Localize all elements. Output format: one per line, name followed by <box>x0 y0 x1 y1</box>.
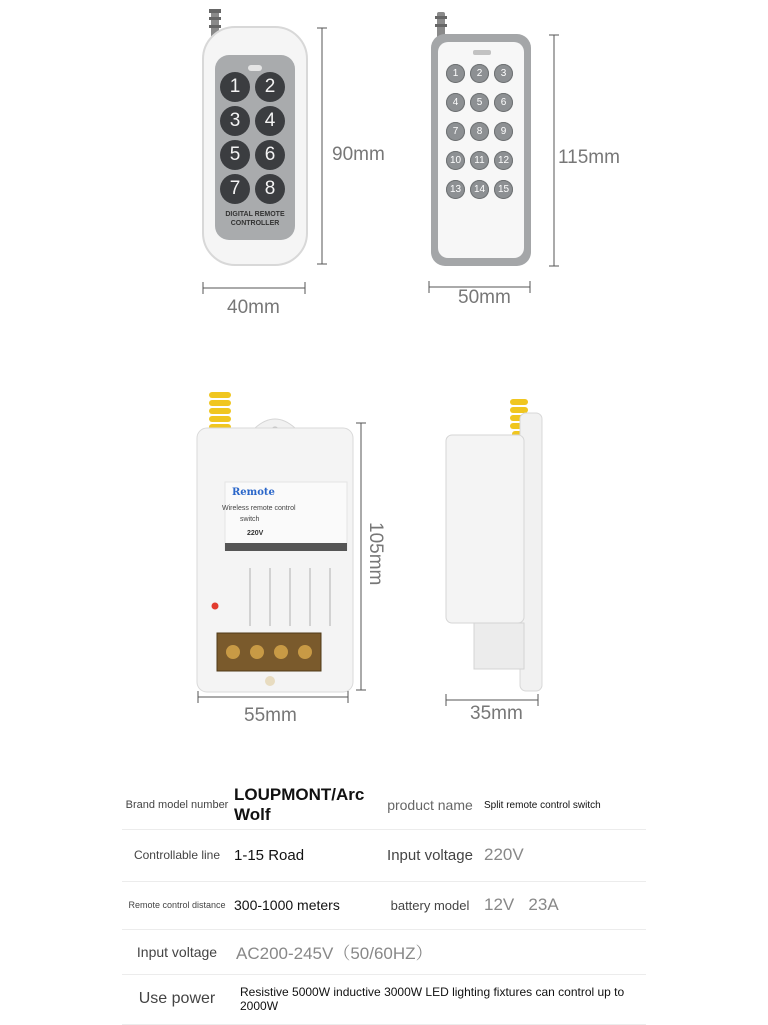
remote-15-key-8[interactable]: 8 <box>470 122 489 141</box>
spec-value-2: 12V 23A <box>476 881 646 929</box>
remote-8-height-label: 90mm <box>332 144 385 165</box>
receiver-voltage: 220V <box>247 530 264 537</box>
remote-15-height-label: 115mm <box>558 147 620 168</box>
remote-8-dimension-lines <box>195 20 335 300</box>
remote-15-key-3[interactable]: 3 <box>494 64 513 83</box>
spec-value: 300-1000 meters <box>232 881 384 929</box>
remote-8-key-1[interactable]: 1 <box>220 72 250 102</box>
remote-8-key-8[interactable]: 8 <box>255 174 285 204</box>
spec-label: Controllable line <box>122 829 232 881</box>
receiver-depth-label: 35mm <box>470 703 523 724</box>
remote-8-key-3[interactable]: 3 <box>220 106 250 136</box>
spec-row <box>122 881 646 929</box>
remote-15-key-11[interactable]: 11 <box>470 151 489 170</box>
remote-15-key-12[interactable]: 12 <box>494 151 513 170</box>
spec-label-2: product name <box>384 782 476 829</box>
remote-15-key-10[interactable]: 10 <box>446 151 465 170</box>
remote-15-dimension-lines <box>425 30 565 300</box>
receiver-line2: switch <box>240 516 260 523</box>
remote-15-width-label: 50mm <box>458 287 511 308</box>
remote-15-key-13[interactable]: 13 <box>446 180 465 199</box>
spec-value: 1-15 Road <box>232 829 384 881</box>
receiver-width-label: 55mm <box>244 705 297 726</box>
remote-15-key-9[interactable]: 9 <box>494 122 513 141</box>
remote-15-key-5[interactable]: 5 <box>470 93 489 112</box>
spec-label: Input voltage <box>122 929 232 974</box>
spec-row <box>122 929 646 974</box>
remote-15-key-4[interactable]: 4 <box>446 93 465 112</box>
remote-15-key-1[interactable]: 1 <box>446 64 465 83</box>
receiver-brand: Remote <box>232 487 275 498</box>
spec-label-2: Input voltage <box>384 829 476 881</box>
receiver-height-label: 105mm <box>365 522 386 586</box>
remote-8-label-line2: CONTROLLER <box>230 220 280 227</box>
remote-8-key-4[interactable]: 4 <box>255 106 285 136</box>
remote-8-width-label: 40mm <box>227 297 280 318</box>
spec-row <box>122 974 646 1024</box>
remote-15-key-6[interactable]: 6 <box>494 93 513 112</box>
remote-15-key-15[interactable]: 15 <box>494 180 513 199</box>
spec-value-2: Split remote control switch <box>476 782 646 829</box>
spec-label: Use power <box>122 974 232 1024</box>
remote-15-key-7[interactable]: 7 <box>446 122 465 141</box>
spec-row <box>122 829 646 881</box>
spec-label: Remote control distance <box>122 881 232 929</box>
remote-8-key-6[interactable]: 6 <box>255 140 285 170</box>
receiver-side <box>440 395 550 695</box>
spec-value-2: 220V <box>476 829 646 881</box>
receiver-front-dimension-lines <box>195 415 375 715</box>
spec-value: AC200-245V（50/60HZ） <box>232 929 646 974</box>
spec-label-2: battery model <box>384 881 476 929</box>
remote-15-key-14[interactable]: 14 <box>470 180 489 199</box>
spec-value: LOUPMONT/Arc Wolf <box>232 782 384 829</box>
remote-8-label-line1: DIGITAL REMOTE <box>225 211 285 218</box>
remote-8-key-2[interactable]: 2 <box>255 72 285 102</box>
spec-label: Brand model number <box>122 782 232 829</box>
spec-value: Resistive 5000W inductive 3000W LED lighting fixtures can control up to 2000W <box>232 974 646 1024</box>
spec-row <box>122 782 646 829</box>
spec-table <box>122 782 646 1025</box>
remote-15-key-2[interactable]: 2 <box>470 64 489 83</box>
remote-8-key-7[interactable]: 7 <box>220 174 250 204</box>
receiver-line1: Wireless remote control <box>222 505 296 512</box>
remote-8-key-5[interactable]: 5 <box>220 140 250 170</box>
